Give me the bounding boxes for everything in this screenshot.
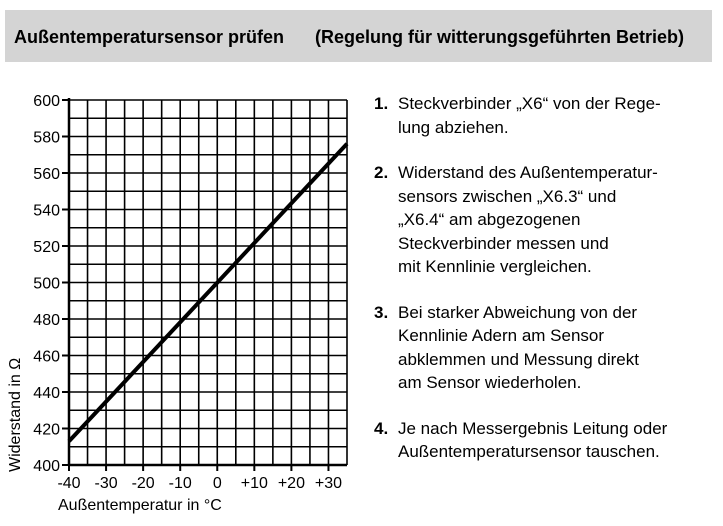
x-tick-label: -20 bbox=[131, 475, 155, 492]
y-tick-label: 440 bbox=[33, 385, 60, 402]
step-number: 1. bbox=[374, 94, 389, 113]
y-tick-label: 480 bbox=[33, 312, 60, 329]
step-text: Je nach Messergebnis Leitung oder Außentemperatursensor tauschen. bbox=[398, 418, 668, 461]
step-number: 4. bbox=[374, 418, 389, 438]
instruction-list bbox=[374, 92, 714, 486]
y-tick-label: 460 bbox=[33, 348, 60, 366]
instruction-step-1 bbox=[374, 92, 714, 139]
instruction-step-3 bbox=[374, 301, 714, 395]
page-subtitle: (Regelung für witterungsgeführten Betrieb) bbox=[315, 27, 684, 47]
y-tick-label: 400 bbox=[33, 458, 60, 475]
y-axis-label: Widerstand in Ω bbox=[7, 357, 24, 472]
y-tick-label: 520 bbox=[33, 239, 60, 256]
x-tick-label: 0 bbox=[212, 475, 222, 492]
y-tick-label: 540 bbox=[33, 202, 60, 220]
instruction-step-2 bbox=[374, 161, 714, 279]
y-tick-label: 560 bbox=[33, 166, 60, 183]
x-tick-label: +30 bbox=[314, 475, 343, 492]
x-tick-label: -10 bbox=[168, 475, 192, 492]
step-text: Widerstand des Außentemperatur- sensors zwischen „X6.3“ und „X6.4“ am abgezogenen Steckverbinder messen und mit Kennlinie vergleichen. bbox=[398, 163, 658, 276]
step-text: Steckverbinder „X6“ von der Rege- lung abziehen. bbox=[398, 94, 661, 137]
y-tick-label: 580 bbox=[33, 129, 60, 147]
x-axis-label: Außentemperatur in °C bbox=[58, 497, 222, 514]
y-tick-label: 600 bbox=[33, 93, 60, 110]
page-title: Außentemperatursensor prüfen bbox=[14, 27, 285, 47]
x-tick-label: -30 bbox=[94, 475, 118, 492]
series-line-kennlinie bbox=[69, 144, 347, 441]
step-number: 2. bbox=[374, 163, 389, 182]
step-number: 3. bbox=[374, 302, 389, 322]
instruction-step-4 bbox=[374, 417, 714, 464]
x-tick-label: -40 bbox=[57, 475, 81, 492]
x-tick-label: +20 bbox=[277, 475, 305, 492]
y-tick-label: 500 bbox=[33, 275, 60, 293]
x-tick-label: +10 bbox=[240, 475, 268, 492]
y-tick-label: 420 bbox=[33, 421, 60, 439]
step-text: Bei starker Abweichung von der Kennlinie Adern am Sensor abklemmen und Messung direkt am Sensor wiederholen. bbox=[398, 302, 639, 392]
